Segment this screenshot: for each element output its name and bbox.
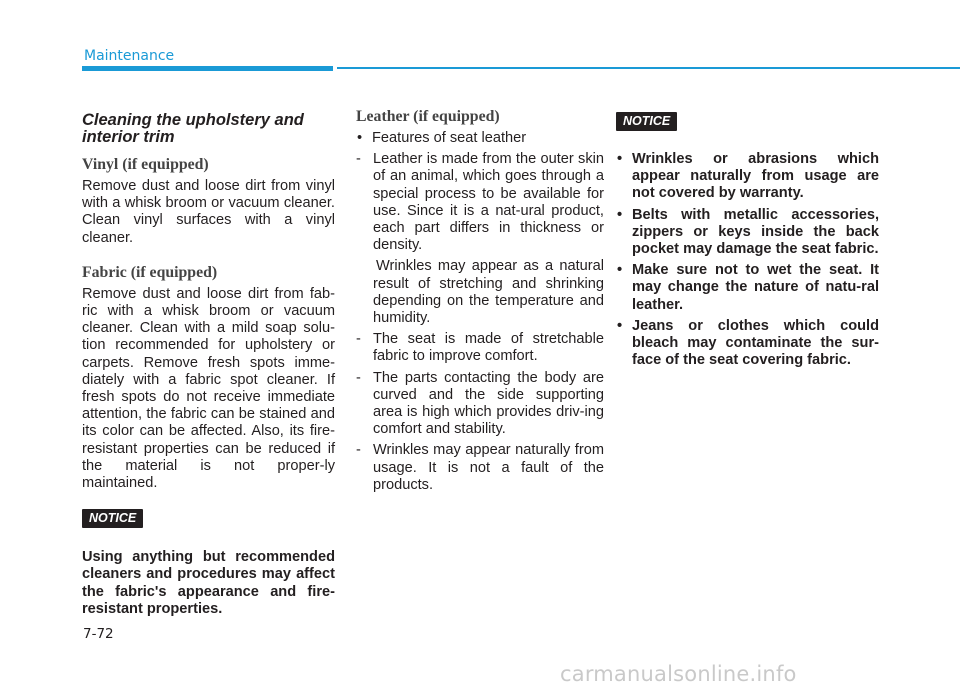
vinyl-paragraph: Remove dust and loose dirt from vinyl with a whisk broom or vacuum cleaner. Clean vinyl surfaces with a vinyl cleaner. [82,178,335,246]
bullet-symbol: • [617,151,623,167]
bullet-symbol: • [617,262,623,279]
leather-detail-item [356,331,604,365]
right-column [616,112,879,373]
notice-badge-wrapper [616,112,879,131]
notice-bullet-text: Jeans or clothes which could bleach may contaminate the sur-face of the seat covering fabric. [632,317,879,369]
header-rule-thick [82,66,333,71]
watermark: carmanualsonline.info [560,662,797,686]
dash-marker: - [356,331,361,348]
notice-badge: NOTICE [616,112,677,131]
dash-marker: - [356,442,361,459]
dash-marker: - [356,151,361,168]
notice-bullet [616,262,879,314]
fabric-notice-text: Using anything but recommended cleaners and procedures may affect the fabric's appearance and fire-resistant properties. [82,549,335,617]
leather-detail-text: The parts contacting the body are curved and the side supporting area is high which provides driv-ing comfort and stability. [373,369,604,438]
bullet-text: Features of seat leather [372,130,527,146]
page-number: 7-72 [83,626,114,642]
notice-bullet [616,207,879,259]
leather-detail-item [356,258,604,327]
bullet-item [356,130,604,147]
fabric-heading: Fabric (if equipped) [82,263,218,281]
section-header: Maintenance [84,48,175,64]
left-column [82,108,335,618]
leather-detail-item [356,151,604,254]
leather-detail-text: The seat is made of stretchable fabric to improve comfort. [373,331,604,365]
notice-bullet-text: Wrinkles or abrasions which appear naturally from usage are not covered by warranty. [632,151,879,202]
notice-bullet-text: Belts with metallic accessories, zippers or keys inside the back pocket may damage the seat fabric. [632,206,879,258]
middle-column [356,108,604,494]
leather-heading: Leather (if equipped) [356,108,500,125]
notice-bullet [616,318,879,370]
leather-detail-text: Wrinkles may appear as a natural result of stretching and shrinking depending on the temperature and humidity. [373,258,604,327]
vinyl-heading: Vinyl (if equipped) [82,156,209,173]
bullet-symbol: • [617,317,623,334]
fabric-paragraph: Remove dust and loose dirt from fab-ric with a whisk broom or vacuum cleaner. Clean with a mild soap solu-tion recommended for upholstery or carpets. Remove fresh spots imme-diately with a fabric spot cleaner. If fresh spots do not receive immediate attention, the fabric can be stained and its color can be affected. Also, its fire-resistant properties can be reduced if the material is not proper-ly maintained. [82,285,335,492]
leather-detail-item [356,442,604,494]
header-rule-thin [337,67,960,69]
title-line-1: Cleaning the upholstery and [82,111,304,129]
notice-badge-wrapper [82,509,335,528]
page-title [82,112,335,146]
bullet-symbol: • [357,130,363,146]
notice-badge: NOTICE [82,509,143,528]
bullet-symbol: • [617,206,623,223]
leather-detail-text: Leather is made from the outer skin of an animal, which goes through a special process to be available for use. Since it is a nat-ural product, each part differs in thickness or density. [373,151,604,254]
notice-bullet [616,151,879,203]
notice-bullet-text: Make sure not to wet the seat. It may change the nature of natu-ral leather. [632,262,879,313]
leather-detail-item [356,370,604,439]
title-line-2: interior trim [82,128,175,146]
dash-marker: - [356,369,361,386]
notice-bullet-list [616,151,879,369]
leather-detail-text: Wrinkles may appear naturally from usage. It is not a fault of the products. [373,442,604,493]
